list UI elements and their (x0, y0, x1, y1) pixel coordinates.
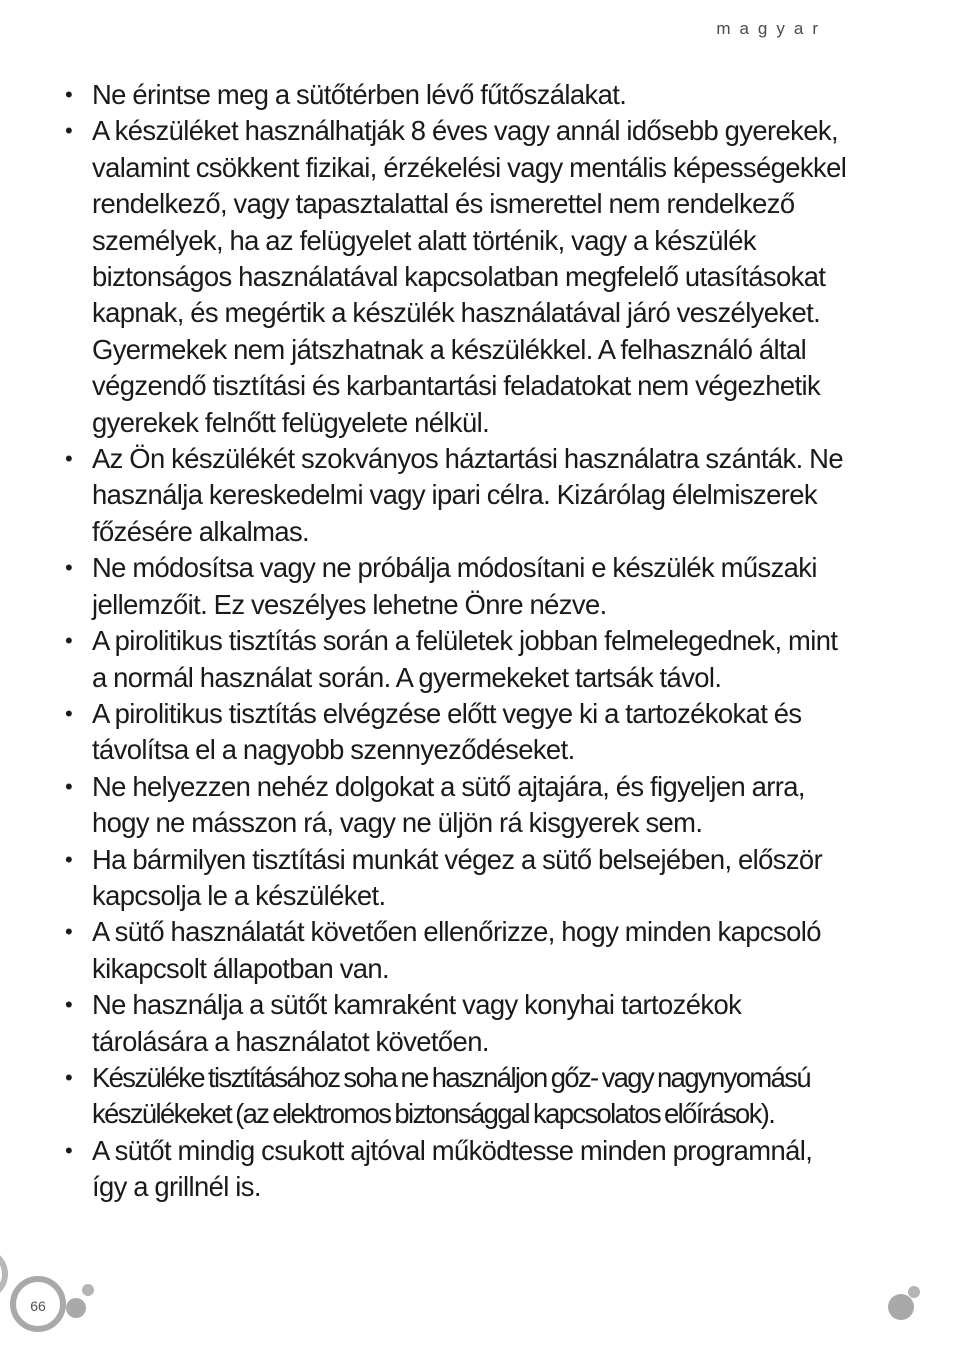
list-item (62, 550, 852, 623)
list-item (62, 113, 852, 441)
list-item (62, 441, 852, 550)
list-item (62, 1133, 852, 1206)
decorative-dot-icon (908, 1286, 920, 1298)
list-item-text: Készüléke tisztításához soha ne használjon gőz- vagy nagynyomású készülékeket (az elektromos biztonsággal kapcsolatos előírások). (92, 1061, 810, 1130)
language-header: magyar (716, 19, 827, 38)
bullet-icon: • (65, 118, 73, 144)
decorative-dot-icon (82, 1284, 94, 1296)
bullet-icon: • (65, 992, 73, 1018)
bullet-icon: • (65, 773, 73, 799)
safety-instructions-list (62, 77, 852, 1206)
list-item (62, 1060, 852, 1133)
bullet-icon: • (65, 700, 73, 726)
list-item-text: Ha bármilyen tisztítási munkát végez a sütő belsejében, először kapcsolja le a készüléket. (92, 843, 823, 911)
list-item (62, 769, 852, 842)
list-item-text: A pirolitikus tisztítás során a felületek jobban felmelegednek, mint a normál használat során. A gyermekeket tartsák távol. (92, 625, 838, 693)
list-item-text: Ne helyezzen nehéz dolgokat a sütő ajtajára, és figyeljen arra, hogy ne másszon rá, vagy ne üljön rá kisgyerek sem. (92, 770, 805, 839)
bullet-icon: • (65, 628, 73, 654)
list-item (62, 77, 852, 113)
list-item (62, 842, 852, 915)
list-item-text: Az Ön készülékét szokványos háztartási használatra szánták. Ne használja kereskedelmi vagy ipari célra. Kizárólag élelmiszerek főzésére alkalmas. (92, 443, 843, 547)
list-item-text: A sütőt mindig csukott ajtóval működtesse minden programnál, így a grillnél is. (92, 1134, 813, 1203)
list-item-text: A sütő használatát követően ellenőrizze, hogy minden kapcsoló kikapcsolt állapotban van. (92, 916, 821, 984)
list-item-text: A pirolitikus tisztítás elvégzése előtt vegye ki a tartozékokat és távolítsa el a nagyobb szennyeződéseket. (92, 697, 802, 766)
decorative-dot-icon (66, 1298, 86, 1318)
bullet-icon: • (65, 1064, 73, 1090)
list-item-text: Ne módosítsa vagy ne próbálja módosítani e készülék műszaki jellemzőit. Ez veszélyes lehetne Önre nézve. (92, 552, 817, 620)
page-number: 66 (30, 1298, 46, 1314)
list-item (62, 914, 852, 987)
bullet-icon: • (65, 555, 73, 581)
bullet-icon: • (65, 446, 73, 472)
list-item-text: Ne érintse meg a sütőtérben lévő fűtőszálakat. (92, 79, 627, 110)
decorative-dot-icon (888, 1294, 914, 1320)
decorative-circle-icon (0, 1248, 8, 1300)
bullet-icon: • (65, 846, 73, 872)
bullet-icon: • (65, 919, 73, 945)
bullet-icon: • (65, 1137, 73, 1163)
bullet-icon: • (65, 82, 73, 107)
list-item-text: Ne használja a sütőt kamraként vagy konyhai tartozékok tárolására a használatot követően. (92, 989, 742, 1057)
list-item (62, 987, 852, 1060)
list-item (62, 623, 852, 696)
list-item-text: A készüléket használhatják 8 éves vagy annál idősebb gyerekek, valamint csökkent fizikai, érzékelési vagy mentális képességekkel rendelkező, vagy tapasztalattal és ismerettel nem rendelkező személyek, ha az felügyelet alatt történik, vagy a készülék biztonságos használatával kapcsolatban megfelelő utasításokat kapnak, és megértik a készülék használatával járó veszélyeket. Gyermekek nem játszhatnak a készülékkel. A felhasználó által végzendő tisztítási és karbantartási feladatokat nem végezhetik gyerekek felnőtt felügyelete nélkül. (92, 115, 847, 438)
list-item (62, 696, 852, 769)
